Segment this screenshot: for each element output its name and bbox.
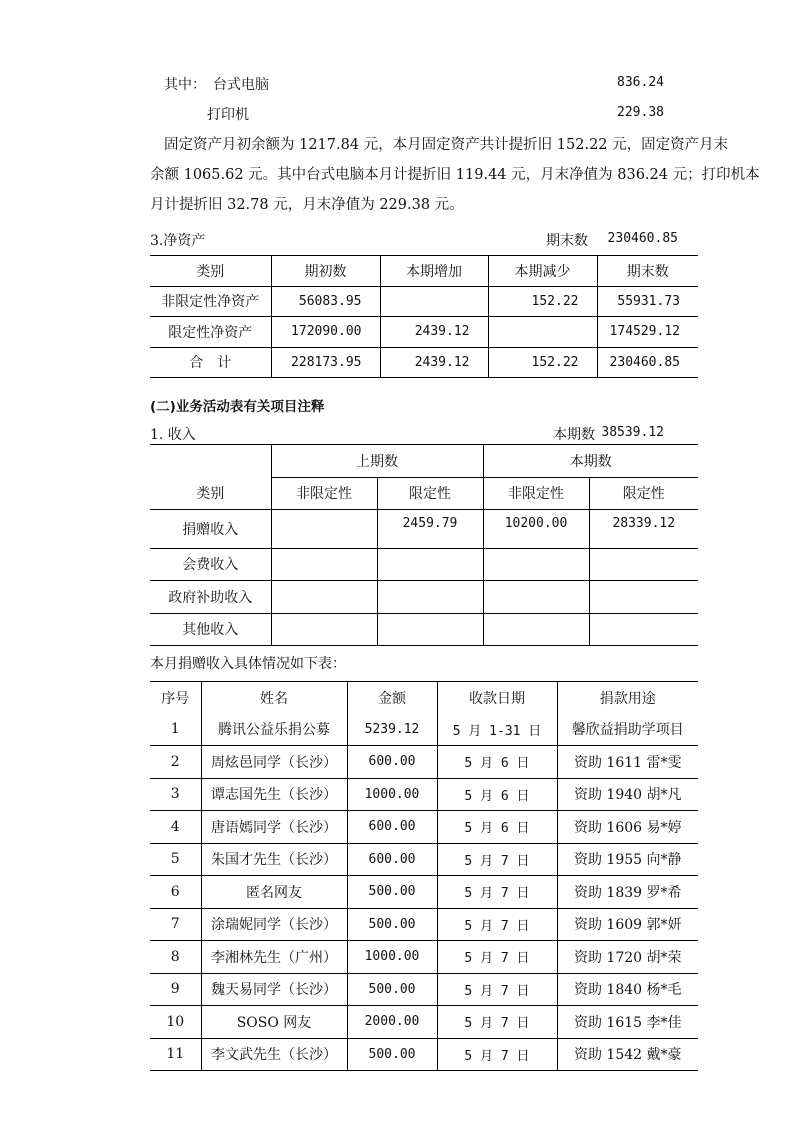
donor-name-cell: 匿名网友 [201, 876, 347, 909]
amount-cell: 600.00 [347, 811, 437, 844]
value-cell: 174529.12 [597, 317, 698, 348]
table-row [150, 548, 698, 581]
serial-cell: 4 [150, 811, 201, 844]
header-cell: 金额 [347, 682, 437, 714]
value-cell [589, 581, 698, 614]
value-cell: 55931.73 [597, 286, 698, 317]
table-row [150, 286, 698, 317]
date-cell: 5 月 7 日 [437, 1038, 557, 1071]
value-cell: 10200.00 [483, 510, 589, 549]
donations-intro: 本月捐赠收入具体情况如下表： [150, 656, 346, 672]
value-cell [380, 286, 488, 317]
serial-cell: 6 [150, 876, 201, 909]
purpose-cell: 资助 1940 胡*凡 [557, 778, 698, 811]
value-cell [483, 613, 589, 646]
value-cell: 228173.95 [271, 347, 380, 378]
header-group-curr: 本期数 [483, 445, 698, 478]
table-header-row [150, 477, 698, 510]
value-cell [377, 581, 483, 614]
value-cell: 2459.79 [377, 510, 483, 549]
date-cell: 5 月 7 日 [437, 843, 557, 876]
header-cell: 期末数 [597, 256, 698, 287]
net-assets-end-value: 230460.85 [607, 231, 678, 246]
serial-cell: 3 [150, 778, 201, 811]
table-row [150, 941, 698, 974]
donor-name-cell: 朱国才先生（长沙） [201, 843, 347, 876]
value-cell [483, 581, 589, 614]
depreciation-paragraph-line2: 余额 1065.62 元。其中台式电脑本月计提折旧 119.44 元，月末净值为 836.24 元；打印机本 [150, 167, 760, 183]
table-row [150, 1038, 698, 1071]
date-cell: 5 月 6 日 [437, 778, 557, 811]
amount-cell: 2000.00 [347, 1006, 437, 1039]
value-cell: 230460.85 [597, 347, 698, 378]
table-row [150, 778, 698, 811]
purpose-cell: 馨欣益捐助学项目 [557, 714, 698, 746]
value-cell [271, 581, 377, 614]
category-cell: 会费收入 [150, 548, 271, 581]
donor-name-cell: 周炫邑同学（长沙） [201, 746, 347, 779]
category-cell: 捐赠收入 [150, 510, 271, 549]
table-row [150, 581, 698, 614]
donations-table [150, 681, 698, 1071]
category-cell: 非限定性净资产 [150, 286, 271, 317]
value-cell [488, 317, 597, 348]
amount-cell: 500.00 [347, 973, 437, 1006]
value-cell [271, 510, 377, 549]
category-cell: 其他收入 [150, 613, 271, 646]
date-cell: 5 月 7 日 [437, 973, 557, 1006]
date-cell: 5 月 7 日 [437, 1006, 557, 1039]
purpose-cell: 资助 1542 戴*豪 [557, 1038, 698, 1071]
table-row [150, 843, 698, 876]
value-cell: 2439.12 [380, 347, 488, 378]
value-cell [271, 548, 377, 581]
category-cell: 限定性净资产 [150, 317, 271, 348]
amount-cell: 500.00 [347, 876, 437, 909]
purpose-cell: 资助 1840 杨*毛 [557, 973, 698, 1006]
amount-cell: 1000.00 [347, 941, 437, 974]
desktop-value: 836.24 [617, 75, 664, 90]
donor-name-cell: 唐语嫣同学（长沙） [201, 811, 347, 844]
table-header-row [150, 682, 698, 714]
purpose-cell: 资助 1609 郭*妍 [557, 908, 698, 941]
header-cell: 收款日期 [437, 682, 557, 714]
serial-cell: 7 [150, 908, 201, 941]
value-cell [271, 613, 377, 646]
donor-name-cell: 魏天易同学（长沙） [201, 973, 347, 1006]
header-group-prev: 上期数 [271, 445, 483, 478]
amount-cell: 500.00 [347, 908, 437, 941]
header-cell: 类别 [150, 256, 271, 287]
net-assets-end-label: 期末数 [546, 233, 588, 249]
category-cell: 合 计 [150, 347, 271, 378]
income-table [150, 444, 698, 646]
purpose-cell: 资助 1606 易*婷 [557, 811, 698, 844]
donor-name-cell: 李文武先生（长沙） [201, 1038, 347, 1071]
header-cell: 序号 [150, 682, 201, 714]
depreciation-paragraph-line3: 月计提折旧 32.78 元，月末净值为 229.38 元。 [150, 197, 464, 213]
serial-cell: 9 [150, 973, 201, 1006]
donor-name-cell: 腾讯公益乐捐公募 [201, 714, 347, 746]
donor-name-cell: SOSO 网友 [201, 1006, 347, 1039]
header-cell: 类别 [150, 477, 271, 510]
printer-value: 229.38 [617, 105, 664, 120]
header-cell: 捐款用途 [557, 682, 698, 714]
amount-cell: 5239.12 [347, 714, 437, 746]
table-row [150, 510, 698, 549]
date-cell: 5 月 7 日 [437, 876, 557, 909]
table-row [150, 973, 698, 1006]
header-cell: 限定性 [589, 477, 698, 510]
value-cell: 172090.00 [271, 317, 380, 348]
purpose-cell: 资助 1720 胡*荣 [557, 941, 698, 974]
header-cell: 本期增加 [380, 256, 488, 287]
income-current-value: 38539.12 [601, 425, 664, 440]
value-cell [483, 548, 589, 581]
table-row [150, 876, 698, 909]
serial-cell: 10 [150, 1006, 201, 1039]
header-cell: 本期减少 [488, 256, 597, 287]
desktop-label: 台式电脑 [213, 77, 269, 93]
table-row [150, 908, 698, 941]
value-cell [377, 548, 483, 581]
header-cell: 期初数 [271, 256, 380, 287]
value-cell [377, 613, 483, 646]
date-cell: 5 月 6 日 [437, 811, 557, 844]
category-cell: 政府补助收入 [150, 581, 271, 614]
date-cell: 5 月 7 日 [437, 908, 557, 941]
income-heading: 1. 收入 [150, 427, 196, 443]
table-header-row [150, 256, 698, 287]
table-row [150, 811, 698, 844]
header-cell: 限定性 [377, 477, 483, 510]
header-cell: 非限定性 [483, 477, 589, 510]
serial-cell: 8 [150, 941, 201, 974]
value-cell [589, 548, 698, 581]
income-current-label: 本期数 [553, 427, 595, 443]
serial-cell: 2 [150, 746, 201, 779]
serial-cell: 5 [150, 843, 201, 876]
assets-of-which-label: 其中： [164, 77, 206, 93]
header-cell: 非限定性 [271, 477, 377, 510]
purpose-cell: 资助 1839 罗*希 [557, 876, 698, 909]
printer-label: 打印机 [207, 107, 249, 123]
section-heading: (二)业务活动表有关项目注释 [150, 399, 325, 415]
header-cell-empty [150, 445, 271, 478]
donor-name-cell: 涂瑞妮同学（长沙） [201, 908, 347, 941]
net-assets-heading: 3.净资产 [150, 233, 206, 249]
table-row [150, 613, 698, 646]
table-row [150, 714, 698, 746]
value-cell: 28339.12 [589, 510, 698, 549]
value-cell: 152.22 [488, 347, 597, 378]
table-header-row [150, 445, 698, 478]
purpose-cell: 资助 1955 向*静 [557, 843, 698, 876]
date-cell: 5 月 7 日 [437, 941, 557, 974]
date-cell: 5 月 1-31 日 [437, 714, 557, 746]
date-cell: 5 月 6 日 [437, 746, 557, 779]
amount-cell: 500.00 [347, 1038, 437, 1071]
value-cell [589, 613, 698, 646]
amount-cell: 600.00 [347, 746, 437, 779]
depreciation-paragraph-line1: 固定资产月初余额为 1217.84 元，本月固定资产共计提折旧 152.22 元，固定资产月末 [164, 137, 729, 153]
net-assets-table [150, 255, 698, 378]
purpose-cell: 资助 1615 李*佳 [557, 1006, 698, 1039]
donor-name-cell: 谭志国先生（长沙） [201, 778, 347, 811]
serial-cell: 1 [150, 714, 201, 746]
value-cell: 152.22 [488, 286, 597, 317]
amount-cell: 600.00 [347, 843, 437, 876]
donor-name-cell: 李湘林先生（广州） [201, 941, 347, 974]
amount-cell: 1000.00 [347, 778, 437, 811]
table-row [150, 746, 698, 779]
serial-cell: 11 [150, 1038, 201, 1071]
header-cell: 姓名 [201, 682, 347, 714]
table-row-total [150, 347, 698, 378]
value-cell: 2439.12 [380, 317, 488, 348]
table-row [150, 317, 698, 348]
table-row [150, 1006, 698, 1039]
value-cell: 56083.95 [271, 286, 380, 317]
purpose-cell: 资助 1611 雷*雯 [557, 746, 698, 779]
